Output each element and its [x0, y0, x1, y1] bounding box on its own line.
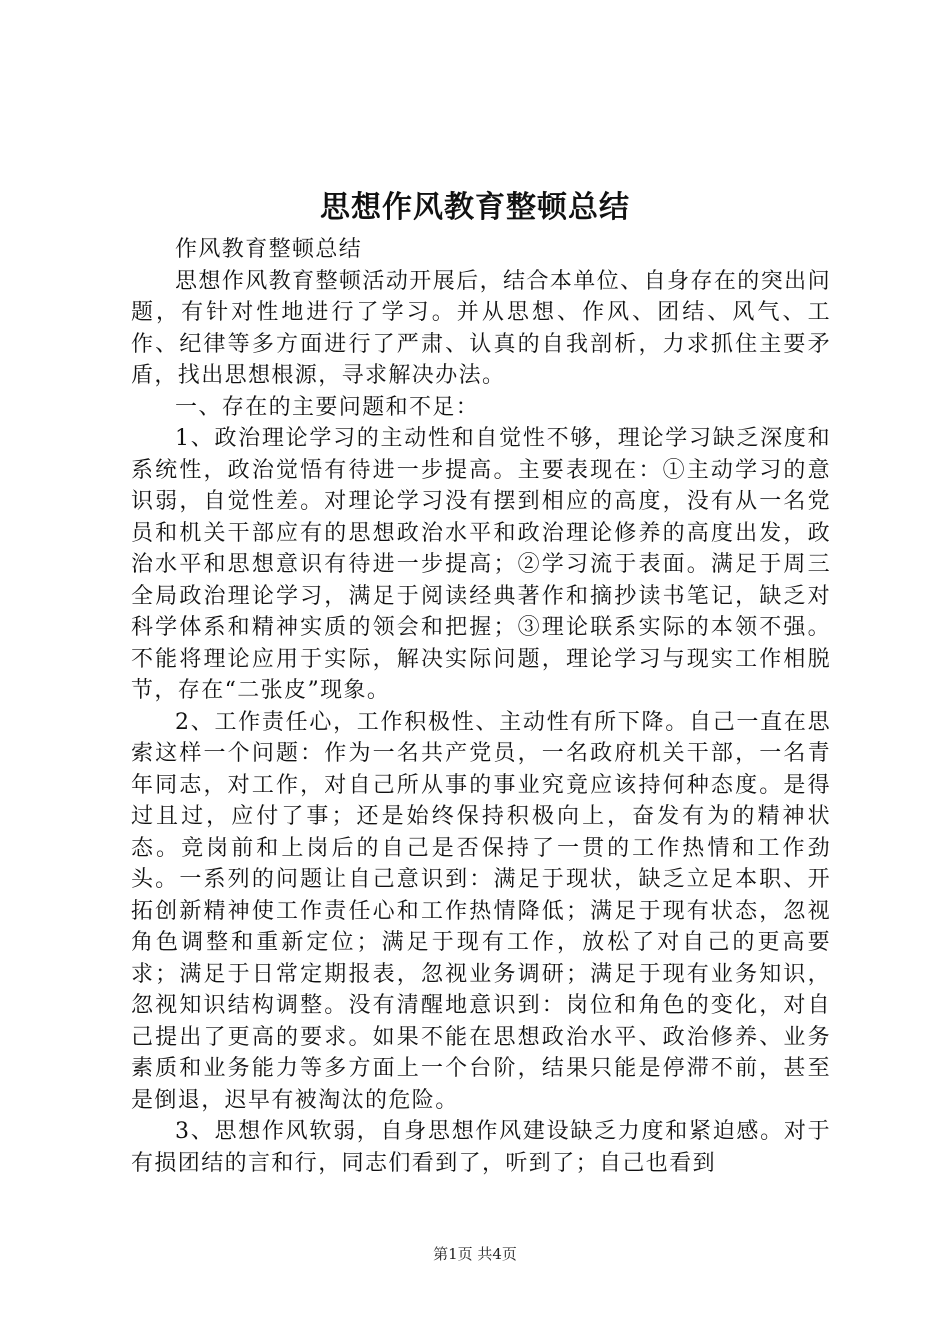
paragraph-intro: 思想作风教育整顿活动开展后，结合本单位、自身存在的突出问题，有针对性地进行了学习。并从思想、作风、团结、风气、工作、纪律等多方面进行了严肃、认真的自我剖析，力求抓住主要矛盾，找出思想根源，寻求解决办法。: [131, 268, 831, 388]
paragraph-item-2: 2、工作责任心，工作积极性、主动性有所下降。自己一直在思索这样一个问题：作为一名共产党员，一名政府机关干部，一名青年同志，对工作，对自己所从事的事业究竟应该持何种态度。是得过且过，应付了事；还是始终保持积极向上，奋发有为的精神状态。竞岗前和上岗后的自己是否保持了一贯的工作热情和工作劲头。一系列的问题让自己意识到：满足于现状，缺乏立足本职、开拓创新精神使工作责任心和工作热情降低；满足于现有状态，忽视角色调整和重新定位；满足于现有工作，放松了对自己的更高要求；满足于日常定期报表，忽视业务调研；满足于现有业务知识，忽视知识结构调整。没有清醒地意识到：岗位和角色的变化，对自己提出了更高的要求。如果不能在思想政治水平、政治修养、业务素质和业务能力等多方面上一个台阶，结果只能是停滞不前，甚至是倒退，迟早有被淘汰的危险。: [131, 709, 831, 1113]
page-number-footer: 第1页 共4页: [433, 1245, 517, 1263]
paragraph-item-1: 1、政治理论学习的主动性和自觉性不够，理论学习缺乏深度和系统性，政治觉悟有待进一步提高。主要表现在：①主动学习的意识弱，自觉性差。对理论学习没有摆到相应的高度，没有从一名党员和机关干部应有的思想政治水平和政治理论修养的高度出发，政治水平和思想意识有待进一步提高；②学习流于表面。满足于周三全局政治理论学习，满足于阅读经典著作和摘抄读书笔记，缺乏对科学体系和精神实质的领会和把握；③理论联系实际的本领不强。不能将理论应用于实际，解决实际问题，理论学习与现实工作相脱节，存在“二张皮”现象。: [131, 426, 831, 703]
document-title: 思想作风教育整顿总结: [320, 190, 630, 225]
paragraph-item-3: 3、思想作风软弱，自身思想作风建设缺乏力度和紧迫感。对于有损团结的言和行，同志们看到了，听到了；自己也看到: [131, 1119, 831, 1176]
paragraph-subtitle: 作风教育整顿总结: [175, 237, 363, 262]
paragraph-section-heading: 一、存在的主要问题和不足：: [175, 394, 480, 420]
document-body: [131, 234, 831, 1179]
